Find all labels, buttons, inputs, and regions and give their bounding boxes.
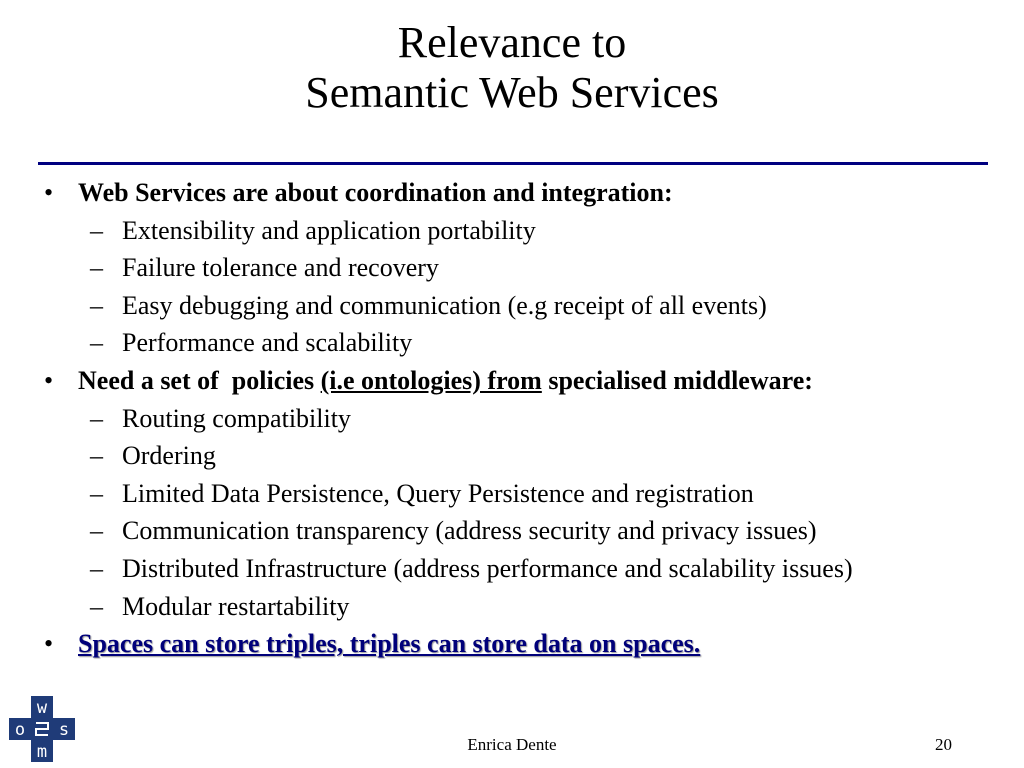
sub-bullet-text: Communication transparency (address security and privacy issues) xyxy=(122,516,817,546)
sub-bullet-item xyxy=(0,588,1024,626)
bullet-glyph: • xyxy=(44,178,54,207)
slide-title xyxy=(0,18,1024,118)
bullet-list xyxy=(0,174,1024,663)
page-number: 20 xyxy=(935,735,952,754)
dash-glyph: – xyxy=(90,328,103,358)
sub-bullet-item xyxy=(0,400,1024,438)
sub-bullet-text: Distributed Infrastructure (address performance and scalability issues) xyxy=(122,553,853,583)
bullet-item xyxy=(0,362,1024,400)
bullet-text: Web Services are about coordination and integration: xyxy=(78,178,673,207)
sub-bullet-text: Limited Data Persistence, Query Persistence and registration xyxy=(122,478,754,508)
sub-bullet-item xyxy=(0,475,1024,513)
bullet-text-end: specialised middleware: xyxy=(541,365,813,395)
sub-bullet-text: Ordering xyxy=(122,441,216,471)
dash-glyph: – xyxy=(90,290,103,320)
logo-letter-o: o xyxy=(14,720,26,740)
sub-bullet-text: Modular restartability xyxy=(122,591,350,621)
dash-glyph: – xyxy=(90,591,103,621)
sub-bullet-text: Routing compatibility xyxy=(122,403,351,433)
sub-bullet-item xyxy=(0,287,1024,325)
underlined-phrase: (i.e ontologies) from xyxy=(320,365,542,395)
title-line-2: Semantic Web Services xyxy=(305,68,719,117)
title-divider xyxy=(38,162,988,165)
bullet-glyph: • xyxy=(44,629,54,659)
bullet-text-highlighted: Spaces can store triples, triples can store data on spaces. xyxy=(78,629,701,659)
sub-bullet-text: Failure tolerance and recovery xyxy=(122,253,439,283)
footer-author: Enrica Dente xyxy=(467,735,557,754)
sub-bullet-item xyxy=(0,437,1024,475)
dash-glyph: – xyxy=(90,403,103,433)
bullet-glyph: • xyxy=(44,365,54,395)
sub-bullet-item xyxy=(0,249,1024,287)
title-line-1: Relevance to xyxy=(397,18,627,67)
logo-letter-s: s xyxy=(58,720,70,740)
sub-bullet-text: Performance and scalability xyxy=(122,328,413,358)
bullet-item xyxy=(0,174,1024,212)
sub-bullet-item xyxy=(0,212,1024,250)
bullet-item xyxy=(0,625,1024,663)
bullet-text xyxy=(78,362,813,400)
logo-letter-w: w xyxy=(36,698,48,718)
bullet-text-start: Need a set of policies xyxy=(78,365,321,395)
sub-bullet-text: Extensibility and application portability xyxy=(122,215,536,245)
sub-bullet-item xyxy=(0,324,1024,362)
logo-letter-m: m xyxy=(36,742,48,762)
dash-glyph: – xyxy=(90,215,103,245)
sub-bullet-text: Easy debugging and communication (e.g receipt of all events) xyxy=(122,290,767,320)
dash-glyph: – xyxy=(90,253,103,283)
sub-bullet-item xyxy=(0,512,1024,550)
dash-glyph: – xyxy=(90,441,103,471)
sub-bullet-item xyxy=(0,550,1024,588)
dash-glyph: – xyxy=(90,478,103,508)
dash-glyph: – xyxy=(90,516,103,546)
dash-glyph: – xyxy=(90,553,103,583)
